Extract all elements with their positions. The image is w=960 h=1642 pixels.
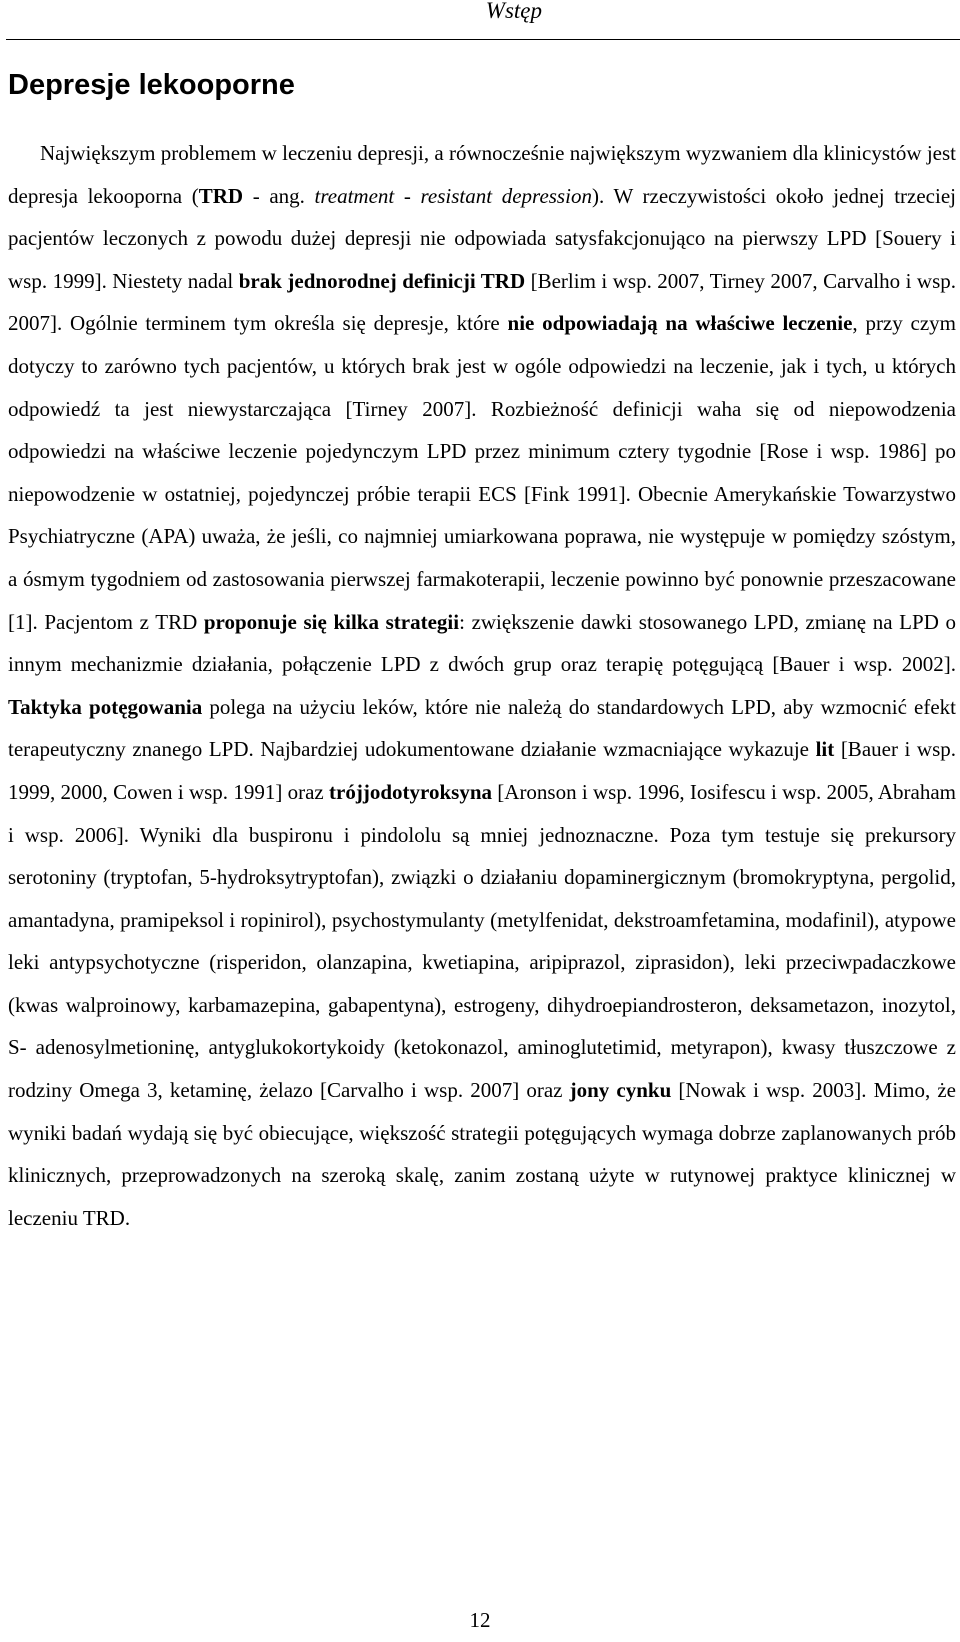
text-run: [Bauer i wsp. 1999, 2000, Cowen i wsp. 1991] oraz bbox=[8, 737, 956, 804]
italic-term: treatment - resistant depression bbox=[314, 183, 592, 208]
bold-term: Taktyka potęgowania bbox=[8, 694, 203, 719]
header-title: Wstęp bbox=[485, 0, 542, 23]
text-run: : zwiększenie dawki stosowanego LPD, zmianę na LPD o innym mechanizmie działania, połączenie LPD z dwóch grup oraz terapię potęgującą [Bauer i wsp. 2002]. bbox=[8, 609, 956, 677]
text-run: [Berlim i wsp. 2007, Tirney 2007, Carvalho i wsp. 2007]. Ogólnie terminem tym określa się depresje, które bbox=[8, 268, 956, 336]
text-run: - ang. bbox=[243, 183, 315, 208]
page-number: 12 bbox=[469, 1608, 491, 1632]
header-rule bbox=[6, 39, 960, 40]
text-run: [Aronson i wsp. 1996, Iosifescu i wsp. 2005, Abraham i wsp. 2006]. Wyniki dla buspironu i pindololu są mniej jednoznaczne. Poza tym testuje się prekursory serotoniny (tryptofan, 5-hydroksytryptofan), związki o działaniu dopaminergicznym (bromokryptyna, pergolid, amantadyna, pramipeksol i ropinirol), psychostymulanty (metylfenidat, dekstroamfetamina, modafinil), atypowe leki antypsychotyczne (risperidon, olanzapina, kwetiapina, aripiprazol, ziprasidon), leki przeciwpadaczkowe (kwas walproinowy, karbamazepina, gabapentyna), estrogeny, dihydroepiandrosteron, deksametazon, inozytol, S- adenosylmetioninę, antyglukokortykoidy (ketokonazol, aminoglutetimid, metyrapon), kwasy tłuszczowe z rodziny Omega 3, ketaminę, żelazo [Carvalho i wsp. 2007] oraz bbox=[8, 779, 957, 1103]
section-heading: Depresje lekooporne bbox=[8, 69, 295, 101]
bold-term-trd: TRD bbox=[198, 183, 244, 208]
bold-term: proponuje się kilka strategii bbox=[203, 609, 460, 634]
bold-term: jony cynku bbox=[569, 1078, 672, 1103]
text-run: polega na użyciu leków, które nie należą do standardowych LPD, aby wzmocnić efekt terapeutyczny znanego LPD. Najbardziej udokumentowane działanie wzmacniające wykazuje bbox=[8, 694, 957, 762]
bold-term: trójjodotyroksyna bbox=[329, 779, 492, 804]
body-paragraph bbox=[8, 132, 956, 1239]
bold-term: nie odpowiadają na właściwe leczenie bbox=[507, 311, 853, 336]
text-run: , przy czym dotyczy to zarówno tych pacjentów, u których brak jest w ogóle odpowiedzi na leczenie, jak i tych, u których odpowiedź ta jest niewystarczająca [Tirney 2007]. Rozbieżność definicji waha się od niepowodzenia odpowiedzi na właściwe leczenie pojedynczym LPD przez minimum cztery tygodnie [Rose i wsp. 1986] po niepowodzenie w ostatniej, pojedynczej próbie terapii ECS [Fink 1991]. Obecnie Amerykańskie Towarzystwo Psychiatryczne (APA) uważa, że jeśli, co najmniej umiarkowana poprawa, nie występuje w pomiędzy szóstym, a ósmym tygodniem od zastosowania pierwszej farmakoterapii, leczenie powinno być ponownie przeszacowane [1]. Pacjentom z TRD bbox=[8, 311, 956, 634]
bold-term: lit bbox=[815, 737, 835, 762]
text-run: ). W rzeczywistości około jednej trzeciej pacjentów leczonych z powodu dużej depresji nie odpowiada satysfakcjonująco na pierwszy LPD [Souery i wsp. 1999]. Niestety nadal bbox=[8, 183, 956, 293]
text-run: Największym problemem w leczeniu depresji, a równocześnie największym wyzwaniem dla klinicystów jest depresja lekooporna ( bbox=[8, 141, 956, 208]
running-header bbox=[0, 0, 960, 40]
text-run: [Nowak i wsp. 2003]. Mimo, że wyniki badań wydają się być obiecujące, większość strategii potęgujących wymaga dobrze zaplanowanych prób klinicznych, przeprowadzonych na szeroką skalę, zanim zostaną użyte w rutynowej praktyce klinicznej w leczeniu TRD. bbox=[8, 1078, 957, 1230]
bold-term: brak jednorodnej definicji TRD bbox=[238, 268, 526, 293]
